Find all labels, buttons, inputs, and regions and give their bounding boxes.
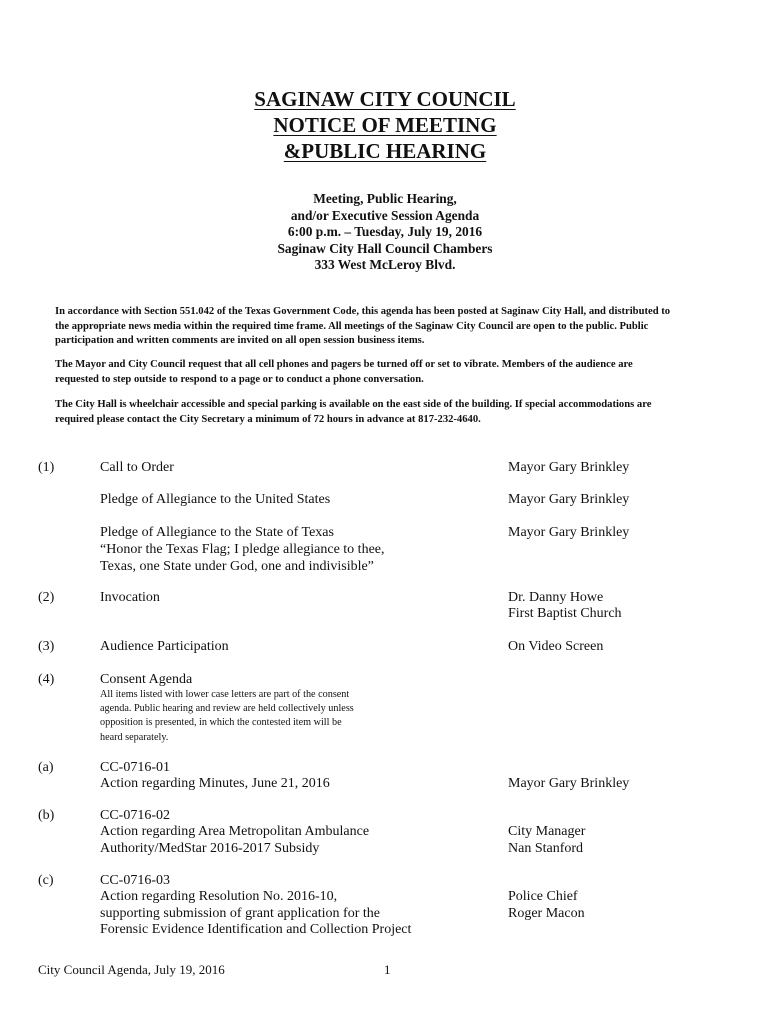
agenda-item-title: Pledge of Allegiance to the State of Texas: [100, 525, 334, 540]
agenda-item-presenter: Dr. Danny Howe: [508, 590, 604, 605]
agenda-item-title: Audience Participation: [100, 639, 229, 654]
title-line-3: &PUBLIC HEARING: [283, 139, 487, 163]
texas-pledge-text: Texas, one State under God, one and indivisible”: [100, 559, 374, 574]
agenda-item-presenter: Mayor Gary Brinkley: [508, 460, 630, 475]
agenda-item-title: Invocation: [100, 590, 160, 605]
agenda-item-number: (2): [38, 590, 55, 605]
agenda-item-title: Pledge of Allegiance to the United States: [100, 492, 331, 507]
agenda-item-title: Call to Order: [100, 460, 174, 475]
meeting-address: 333 West McLeroy Blvd.: [314, 257, 456, 272]
agenda-item-presenter: Mayor Gary Brinkley: [508, 492, 630, 507]
agenda-subitem-description: Action regarding Area Metropolitan Ambulance: [100, 824, 370, 839]
accessibility-notice: The City Hall is wheelchair accessible and special parking is available on the east side of the building. If special accommodations are required please contact the City Secretary a minimum of 72 hours in advance at 817-232-4640.: [55, 399, 652, 425]
agenda-subitem-description: Authority/MedStar 2016-2017 Subsidy: [100, 841, 320, 856]
agenda-subitem-presenter: Police Chief: [508, 889, 578, 904]
texas-pledge-text: “Honor the Texas Flag; I pledge allegiance to thee,: [100, 542, 385, 557]
consent-agenda-note: All items listed with lower case letters are part of the consent agenda. Public hearing and review are held collectively unless opposition is presented, in which the contested item will be heard separately.: [100, 689, 354, 743]
agenda-subitem-letter: (a): [38, 760, 54, 775]
meeting-type-line-1: Meeting, Public Hearing,: [313, 191, 457, 206]
title-line-2: NOTICE OF MEETING: [273, 113, 497, 137]
agenda-subitem-description: supporting submission of grant application for the: [100, 906, 380, 921]
agenda-subitem-presenter: Nan Stanford: [508, 841, 584, 856]
agenda-subitem-description: Action regarding Resolution No. 2016-10,: [100, 889, 338, 904]
document-title: [0, 86, 770, 164]
agenda-subitem-letter: (c): [38, 873, 54, 888]
phones-notice: The Mayor and City Council request that all cell phones and pagers be turned off or set to vibrate. Members of the audience are requested to step outside to respond to a page or to conduct a phone conversation.: [55, 359, 633, 385]
agenda-subitem-presenter: Mayor Gary Brinkley: [508, 776, 630, 791]
agenda-subitem-code: CC-0716-01: [100, 760, 170, 775]
title-line-1: SAGINAW CITY COUNCIL: [254, 87, 516, 111]
agenda-item-number: (3): [38, 639, 55, 654]
agenda-subitem-code: CC-0716-02: [100, 808, 170, 823]
meeting-details: [0, 191, 770, 274]
meeting-datetime: 6:00 p.m. – Tuesday, July 19, 2016: [287, 224, 483, 239]
agenda-subitem-presenter: Roger Macon: [508, 906, 585, 921]
footer-label: City Council Agenda, July 19, 2016: [38, 962, 225, 977]
page-number: 1: [384, 962, 391, 977]
agenda-item-presenter: On Video Screen: [508, 639, 604, 654]
meeting-location: Saginaw City Hall Council Chambers: [277, 240, 493, 256]
agenda-subitem-description: Action regarding Minutes, June 21, 2016: [100, 776, 330, 791]
agenda-subitem-description: Forensic Evidence Identification and Collection Project: [100, 922, 412, 937]
agenda-subitem-presenter: City Manager: [508, 824, 586, 839]
agenda-item-number: (4): [38, 672, 55, 687]
meeting-type-line-2: and/or Executive Session Agenda: [290, 207, 480, 223]
posting-notice: In accordance with Section 551.042 of the Texas Government Code, this agenda has been posted at Saginaw City Hall, and distributed to the appropriate news media within the required time frame. All meetings of the Saginaw City Council are open to the public. Public participation and written comments are invited on all open session business items.: [55, 306, 671, 347]
agenda-subitem-letter: (b): [38, 808, 55, 823]
agenda-subitem-code: CC-0716-03: [100, 873, 170, 888]
agenda-item-number: (1): [38, 460, 55, 475]
agenda-item-presenter: Mayor Gary Brinkley: [508, 525, 630, 540]
agenda-item-presenter: First Baptist Church: [508, 606, 622, 621]
agenda-item-title: Consent Agenda: [100, 672, 193, 687]
